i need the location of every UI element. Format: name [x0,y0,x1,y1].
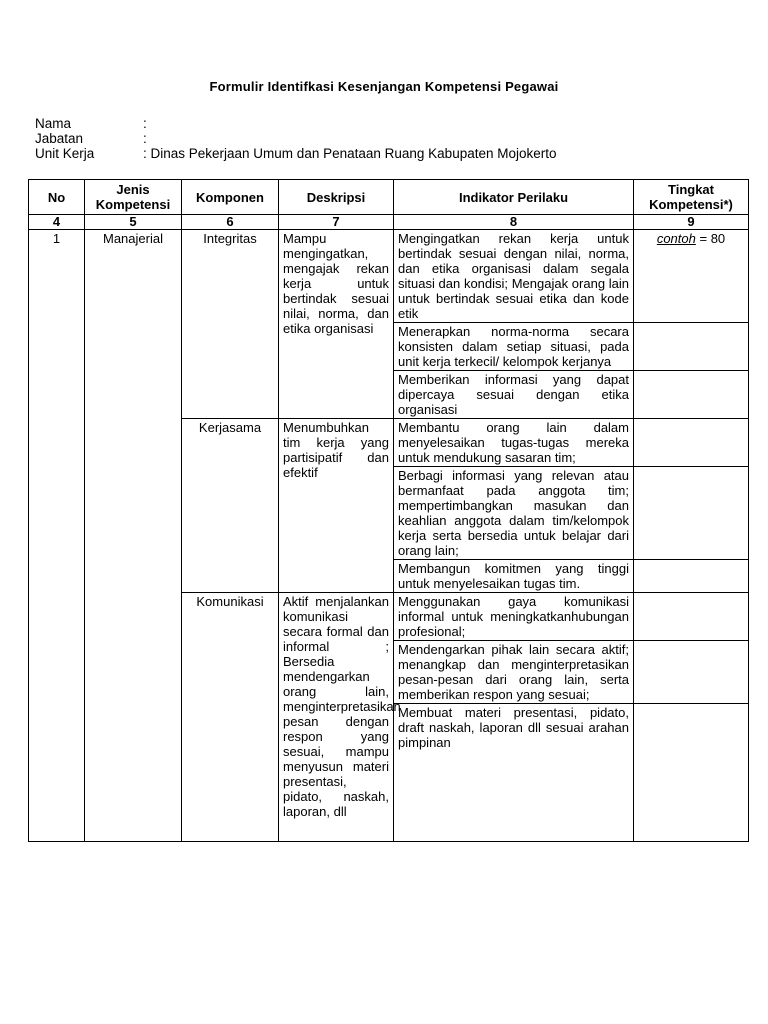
cell-deskripsi: Aktif menjalankan komunikasi secara formal dan informal ; Bersedia mendengarkan orang lain, menginterpretasikan pesan dengan respon yang sesuai, mampu menyusun materi presentasi, pidato, naskah, laporan, dll [279,593,394,842]
column-number: 6 [182,215,279,230]
field-label: Jabatan [35,131,84,146]
cell-tingkat[interactable] [634,371,749,419]
cell-tingkat[interactable] [634,560,749,593]
column-number: 9 [634,215,749,230]
field-label: Unit Kerja [35,146,95,161]
header-indikator: Indikator Perilaku [394,180,634,215]
field-label: Nama [35,116,72,131]
field-value: : Dinas Pekerjaan Umum dan Penataan Ruang Kabupaten Mojokerto [143,146,557,161]
header-deskripsi: Deskripsi [279,180,394,215]
cell-tingkat[interactable] [634,419,749,467]
cell-komponen: Komunikasi [182,593,279,842]
header-komponen: Komponen [182,180,279,215]
field-value: : [143,131,147,146]
cell-deskripsi: Menumbuhkan tim kerja yang partisipatif dan efektif [279,419,394,593]
cell-komponen: Integritas [182,230,279,419]
table-row [29,230,749,323]
example-value: = 80 [695,231,726,246]
cell-deskripsi: Mampu mengingatkan, mengajak rekan kerja untuk bertindak sesuai nilai, norma, dan etika organisasi [279,230,394,419]
cell-indikator: Menerapkan norma-norma secara konsisten dalam setiap situasi, pada unit kerja terkecil/ kelompok kerjanya [394,323,634,371]
table-header-row [29,180,749,215]
header-tingkat: Tingkat Kompetensi*) [634,180,749,215]
cell-indikator: Membangun komitmen yang tinggi untuk menyelesaikan tugas tim. [394,560,634,593]
form-title: Formulir Identifkasi Kesenjangan Kompetensi Pegawai [209,79,559,94]
cell-indikator: Membuat materi presentasi, pidato, draft naskah, laporan dll sesuai arahan pimpinan [394,704,634,842]
cell-jenis: Manajerial [85,230,182,842]
cell-indikator: Memberikan informasi yang dapat dipercaya sesuai dengan etika organisasi [394,371,634,419]
cell-tingkat[interactable] [634,467,749,560]
cell-indikator: Mengingatkan rekan kerja untuk bertindak sesuai dengan nilai, norma, dan etika organisasi dalam segala situasi dan kondisi; Mengajak orang lain untuk bertindak sesuai etika dan kode etik [394,230,634,323]
cell-tingkat[interactable] [634,323,749,371]
cell-indikator: Mendengarkan pihak lain secara aktif; menangkap dan menginterpretasikan pesan-pesan dari orang lain, serta memberikan respon yang sesuai; [394,641,634,704]
cell-indikator: Berbagi informasi yang relevan atau bermanfaat pada anggota tim; mempertimbangkan masukan dan keahlian anggota dalam tim/kelompok kerja serta bersedia untuk belajar dari orang lain; [394,467,634,560]
cell-tingkat[interactable] [634,704,749,842]
column-number: 7 [279,215,394,230]
column-number: 8 [394,215,634,230]
cell-no: 1 [29,230,85,842]
competency-table [28,179,749,842]
column-number-row [29,215,749,230]
field-value: : [143,116,147,131]
column-number: 5 [85,215,182,230]
column-number: 4 [29,215,85,230]
cell-indikator: Menggunakan gaya komunikasi informal untuk meningkatkanhubungan profesional; [394,593,634,641]
cell-tingkat[interactable] [634,641,749,704]
example-label: contoh [656,231,696,246]
header-jenis: Jenis Kompetensi [85,180,182,215]
cell-tingkat[interactable] [634,593,749,641]
cell-indikator: Membantu orang lain dalam menyelesaikan tugas-tugas mereka untuk mendukung sasaran tim; [394,419,634,467]
cell-tingkat [634,230,749,323]
cell-komponen: Kerjasama [182,419,279,593]
header-no: No [29,180,85,215]
